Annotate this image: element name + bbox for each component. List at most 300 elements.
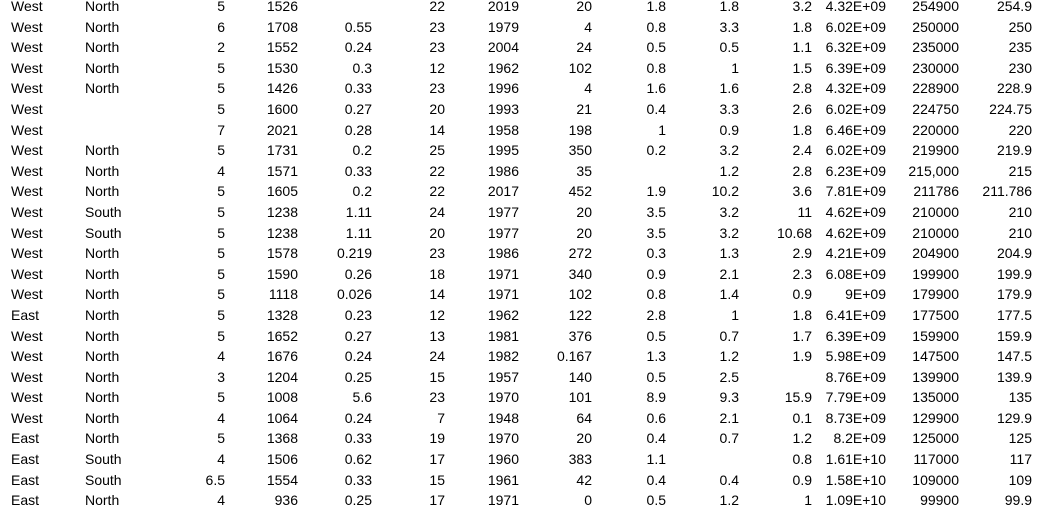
table-cell[interactable]: 109: [1008, 471, 1032, 488]
table-cell[interactable]: 4.32E+09: [825, 80, 886, 97]
table-cell[interactable]: North: [85, 80, 120, 97]
table-cell[interactable]: 3.6: [792, 183, 812, 200]
table-cell[interactable]: 1.8: [792, 306, 812, 323]
table-cell[interactable]: 0.2: [646, 142, 666, 159]
table-cell[interactable]: 1979: [487, 18, 519, 35]
table-cell[interactable]: 199900: [912, 265, 959, 282]
table-cell[interactable]: 22: [429, 183, 445, 200]
table-cell[interactable]: 5: [217, 286, 225, 303]
table-cell[interactable]: 135000: [912, 389, 959, 406]
table-cell[interactable]: 117: [1009, 451, 1032, 468]
table-cell[interactable]: East: [11, 451, 40, 468]
table-cell[interactable]: 42: [576, 471, 592, 488]
table-cell[interactable]: South: [85, 203, 122, 220]
table-cell[interactable]: 6.39E+09: [825, 59, 886, 76]
table-cell[interactable]: 6.23E+09: [825, 162, 886, 179]
table-cell[interactable]: 15.9: [784, 389, 812, 406]
table-cell[interactable]: 198: [568, 121, 592, 138]
table-cell[interactable]: 5: [217, 224, 225, 241]
table-cell[interactable]: 1961: [487, 471, 519, 488]
table-cell[interactable]: West: [11, 18, 43, 35]
table-cell[interactable]: 22: [429, 162, 445, 179]
table-cell[interactable]: 147.5: [996, 348, 1032, 365]
table-cell[interactable]: 3.2: [719, 224, 739, 241]
table-cell[interactable]: West: [11, 0, 43, 14]
table-cell[interactable]: 1.09E+10: [825, 492, 886, 509]
table-cell[interactable]: 4: [584, 80, 592, 97]
table-cell[interactable]: 12: [429, 59, 445, 76]
table-cell[interactable]: North: [85, 245, 120, 262]
table-cell[interactable]: 9.3: [719, 389, 739, 406]
table-cell[interactable]: 2004: [487, 39, 519, 56]
table-cell[interactable]: North: [85, 306, 120, 323]
table-cell[interactable]: 8.9: [646, 389, 666, 406]
table-cell[interactable]: West: [11, 409, 43, 426]
table-cell[interactable]: North: [85, 39, 120, 56]
table-cell[interactable]: North: [85, 348, 120, 365]
table-cell[interactable]: 1526: [266, 0, 298, 14]
table-cell[interactable]: West: [11, 203, 43, 220]
table-cell[interactable]: 2.8: [646, 306, 666, 323]
table-cell[interactable]: 177500: [912, 306, 959, 323]
table-cell[interactable]: West: [11, 348, 43, 365]
table-cell[interactable]: East: [11, 430, 40, 447]
table-cell[interactable]: 1.58E+10: [825, 471, 886, 488]
table-cell[interactable]: 340: [568, 265, 592, 282]
table-cell[interactable]: 4: [217, 409, 225, 426]
table-cell[interactable]: 1.6: [719, 80, 739, 97]
table-cell[interactable]: 0.26: [344, 265, 372, 282]
table-cell[interactable]: 350: [568, 142, 592, 159]
table-cell[interactable]: 0.7: [719, 430, 739, 447]
table-cell[interactable]: 129900: [912, 409, 959, 426]
table-cell[interactable]: 1971: [487, 265, 519, 282]
table-cell[interactable]: 10.2: [711, 183, 739, 200]
table-cell[interactable]: 235: [1008, 39, 1032, 56]
table-cell[interactable]: 2.1: [719, 265, 739, 282]
table-cell[interactable]: 1600: [266, 100, 298, 117]
table-cell[interactable]: 12: [429, 306, 445, 323]
table-cell[interactable]: 35: [576, 162, 592, 179]
table-cell[interactable]: North: [85, 0, 120, 14]
table-cell[interactable]: West: [11, 245, 43, 262]
table-cell[interactable]: 0.5: [646, 492, 666, 509]
table-cell[interactable]: 4: [217, 162, 225, 179]
table-cell[interactable]: 10.68: [776, 224, 812, 241]
table-cell[interactable]: 1962: [487, 59, 519, 76]
table-cell[interactable]: 1.1: [646, 451, 666, 468]
table-cell[interactable]: 1708: [266, 18, 298, 35]
table-cell[interactable]: 0.33: [344, 162, 372, 179]
table-cell[interactable]: 19: [429, 430, 445, 447]
table-cell[interactable]: 64: [576, 409, 592, 426]
table-cell[interactable]: North: [85, 368, 120, 385]
table-cell[interactable]: 219900: [912, 142, 959, 159]
table-cell[interactable]: 211786: [913, 183, 959, 200]
table-cell[interactable]: West: [11, 327, 43, 344]
table-cell[interactable]: 1731: [266, 142, 298, 159]
table-cell[interactable]: 1958: [487, 121, 519, 138]
table-cell[interactable]: 23: [429, 389, 445, 406]
table-cell[interactable]: 1506: [266, 451, 298, 468]
table-cell[interactable]: 117000: [913, 451, 959, 468]
table-cell[interactable]: 1554: [266, 471, 298, 488]
table-cell[interactable]: 129.9: [996, 409, 1032, 426]
table-cell[interactable]: 1971: [487, 492, 519, 509]
table-cell[interactable]: 0.9: [646, 265, 666, 282]
table-cell[interactable]: 1.2: [719, 492, 739, 509]
table-cell[interactable]: 0.2: [352, 183, 372, 200]
table-cell[interactable]: 1.3: [646, 348, 666, 365]
table-cell[interactable]: 2.8: [792, 162, 812, 179]
table-cell[interactable]: 1.11: [345, 224, 372, 241]
table-cell[interactable]: 8.2E+09: [833, 430, 886, 447]
table-cell[interactable]: North: [85, 492, 120, 509]
table-cell[interactable]: 1970: [487, 389, 519, 406]
table-cell[interactable]: 122: [568, 306, 592, 323]
table-cell[interactable]: 3.3: [719, 100, 739, 117]
table-cell[interactable]: West: [11, 286, 43, 303]
table-cell[interactable]: 0.25: [344, 492, 372, 509]
table-cell[interactable]: 20: [576, 430, 592, 447]
table-cell[interactable]: West: [11, 368, 43, 385]
table-cell[interactable]: 139900: [912, 368, 959, 385]
table-cell[interactable]: 0.9: [719, 121, 739, 138]
table-cell[interactable]: 2.5: [719, 368, 739, 385]
table-cell[interactable]: 1: [731, 306, 739, 323]
table-cell[interactable]: 7: [437, 409, 445, 426]
table-cell[interactable]: 1238: [266, 224, 298, 241]
table-cell[interactable]: 5.98E+09: [825, 348, 886, 365]
table-cell[interactable]: 1981: [487, 327, 519, 344]
table-cell[interactable]: North: [85, 59, 120, 76]
table-cell[interactable]: West: [11, 121, 43, 138]
table-cell[interactable]: 230000: [912, 59, 959, 76]
table-cell[interactable]: 99900: [920, 492, 959, 509]
table-cell[interactable]: 8.76E+09: [825, 368, 886, 385]
table-cell[interactable]: 7.79E+09: [825, 389, 886, 406]
table-cell[interactable]: West: [11, 39, 43, 56]
table-cell[interactable]: North: [85, 142, 120, 159]
table-cell[interactable]: 1977: [487, 224, 519, 241]
table-cell[interactable]: 3.3: [719, 18, 739, 35]
table-cell[interactable]: 135: [1008, 389, 1032, 406]
table-cell[interactable]: North: [85, 183, 120, 200]
table-cell[interactable]: 20: [576, 203, 592, 220]
table-cell[interactable]: 5: [217, 389, 225, 406]
table-cell[interactable]: 6.46E+09: [825, 121, 886, 138]
table-cell[interactable]: 139.9: [996, 368, 1032, 385]
table-cell[interactable]: [666, 449, 739, 470]
table-cell[interactable]: 1986: [487, 162, 519, 179]
table-cell[interactable]: North: [85, 327, 120, 344]
table-cell[interactable]: 199.9: [996, 265, 1032, 282]
table-cell[interactable]: 1.2: [719, 348, 739, 365]
table-cell[interactable]: 0.6: [646, 409, 666, 426]
table-cell[interactable]: 0.026: [336, 286, 372, 303]
table-cell[interactable]: 254.9: [996, 0, 1032, 14]
table-cell[interactable]: 5: [217, 183, 225, 200]
table-cell[interactable]: 1.1: [792, 39, 812, 56]
table-cell[interactable]: 0.23: [344, 306, 372, 323]
table-cell[interactable]: 228900: [912, 80, 959, 97]
table-cell[interactable]: 3.5: [646, 224, 666, 241]
table-cell[interactable]: 17: [429, 492, 445, 509]
table-cell[interactable]: 2.6: [792, 100, 812, 117]
table-cell[interactable]: 1238: [266, 203, 298, 220]
table-cell[interactable]: 0.27: [344, 100, 372, 117]
table-cell[interactable]: 8.73E+09: [825, 409, 886, 426]
table-cell[interactable]: 0.4: [646, 471, 666, 488]
table-cell[interactable]: 1.6: [646, 80, 666, 97]
table-cell[interactable]: 1.9: [646, 183, 666, 200]
table-cell[interactable]: 376: [568, 327, 592, 344]
table-cell[interactable]: 1996: [487, 80, 519, 97]
table-cell[interactable]: [739, 367, 812, 388]
table-cell[interactable]: 3.2: [792, 0, 812, 14]
table-cell[interactable]: 159.9: [996, 327, 1032, 344]
table-cell[interactable]: 1.8: [792, 121, 812, 138]
table-cell[interactable]: 1590: [266, 265, 298, 282]
table-cell[interactable]: 215: [1008, 162, 1032, 179]
table-cell[interactable]: 250: [1008, 18, 1032, 35]
table-cell[interactable]: 0: [584, 492, 592, 509]
table-cell[interactable]: West: [11, 162, 43, 179]
table-cell[interactable]: 1995: [487, 142, 519, 159]
table-cell[interactable]: 6.41E+09: [825, 306, 886, 323]
table-cell[interactable]: 219.9: [996, 142, 1032, 159]
table-cell[interactable]: 1.8: [792, 18, 812, 35]
table-cell[interactable]: 5.6: [352, 389, 372, 406]
table-cell[interactable]: 0.7: [719, 327, 739, 344]
table-cell[interactable]: 23: [429, 245, 445, 262]
table-cell[interactable]: 0.4: [719, 471, 739, 488]
table-cell[interactable]: 0.8: [646, 18, 666, 35]
table-cell[interactable]: 0.28: [344, 121, 372, 138]
table-cell[interactable]: 1064: [266, 409, 298, 426]
table-cell[interactable]: 23: [429, 18, 445, 35]
table-cell[interactable]: 0.8: [646, 59, 666, 76]
table-cell[interactable]: South: [85, 224, 122, 241]
table-cell[interactable]: 1970: [487, 430, 519, 447]
table-cell[interactable]: 1977: [487, 203, 519, 220]
table-cell[interactable]: West: [11, 224, 43, 241]
table-cell[interactable]: 20: [576, 224, 592, 241]
table-cell[interactable]: South: [85, 451, 122, 468]
table-cell[interactable]: 0.3: [646, 245, 666, 262]
table-cell[interactable]: 15: [429, 471, 445, 488]
table-cell[interactable]: 228.9: [996, 80, 1032, 97]
table-cell[interactable]: 1962: [487, 306, 519, 323]
table-cell[interactable]: 102: [568, 59, 592, 76]
table-cell[interactable]: 1368: [266, 430, 298, 447]
table-cell[interactable]: East: [11, 492, 40, 509]
table-cell[interactable]: 0.8: [792, 451, 812, 468]
table-cell[interactable]: West: [11, 80, 43, 97]
table-cell[interactable]: 1982: [487, 348, 519, 365]
table-cell[interactable]: 0.62: [344, 451, 372, 468]
table-cell[interactable]: 4.21E+09: [825, 245, 886, 262]
table-cell[interactable]: 1552: [266, 39, 298, 56]
table-cell[interactable]: West: [11, 265, 43, 282]
table-cell[interactable]: 1204: [266, 368, 298, 385]
table-cell[interactable]: 6.08E+09: [825, 265, 886, 282]
table-cell[interactable]: 5: [217, 327, 225, 344]
table-cell[interactable]: North: [85, 286, 120, 303]
table-cell[interactable]: 3.5: [646, 203, 666, 220]
table-cell[interactable]: 4: [584, 18, 592, 35]
table-cell[interactable]: 24: [429, 203, 445, 220]
table-cell[interactable]: 1.8: [646, 0, 666, 14]
table-cell[interactable]: North: [85, 265, 120, 282]
table-cell[interactable]: 1957: [487, 368, 519, 385]
table-cell[interactable]: 0.27: [344, 327, 372, 344]
table-cell[interactable]: 1605: [266, 183, 298, 200]
table-cell[interactable]: 4.32E+09: [825, 0, 886, 14]
table-cell[interactable]: West: [11, 142, 43, 159]
table-cell[interactable]: 1: [658, 121, 666, 138]
table-cell[interactable]: 102: [568, 286, 592, 303]
table-cell[interactable]: East: [11, 306, 40, 323]
table-cell[interactable]: 0.9: [792, 471, 812, 488]
table-cell[interactable]: 0.4: [646, 430, 666, 447]
table-cell[interactable]: 215,000: [908, 162, 959, 179]
table-cell[interactable]: North: [85, 409, 120, 426]
table-cell[interactable]: 3.2: [719, 203, 739, 220]
table-cell[interactable]: 272: [568, 245, 592, 262]
table-cell[interactable]: 5: [217, 430, 225, 447]
table-cell[interactable]: 5: [217, 245, 225, 262]
table-cell[interactable]: 109000: [912, 471, 959, 488]
table-cell[interactable]: 1426: [266, 80, 298, 97]
table-cell[interactable]: 220: [1008, 121, 1032, 138]
table-cell[interactable]: 254900: [912, 0, 959, 14]
table-cell[interactable]: 99.9: [1004, 492, 1032, 509]
table-cell[interactable]: 0.5: [646, 368, 666, 385]
table-cell[interactable]: [298, 0, 372, 17]
table-cell[interactable]: North: [85, 162, 120, 179]
table-cell[interactable]: 1986: [487, 245, 519, 262]
table-cell[interactable]: 3.2: [719, 142, 739, 159]
table-cell[interactable]: 23: [429, 39, 445, 56]
table-cell[interactable]: 452: [568, 183, 592, 200]
table-cell[interactable]: 1578: [266, 245, 298, 262]
table-cell[interactable]: 1: [804, 492, 812, 509]
table-cell[interactable]: 1.5: [792, 59, 812, 76]
table-cell[interactable]: 1118: [268, 286, 298, 303]
table-cell[interactable]: 7.81E+09: [825, 183, 886, 200]
table-cell[interactable]: 22: [429, 0, 445, 14]
table-cell[interactable]: 20: [429, 224, 445, 241]
table-cell[interactable]: 0.2: [352, 142, 372, 159]
table-cell[interactable]: 2.8: [792, 80, 812, 97]
table-cell[interactable]: 20: [429, 100, 445, 117]
table-cell[interactable]: 5: [217, 142, 225, 159]
table-cell[interactable]: West: [11, 100, 43, 117]
table-cell[interactable]: 0.24: [344, 409, 372, 426]
table-cell[interactable]: 6.02E+09: [825, 18, 886, 35]
table-cell[interactable]: West: [11, 389, 43, 406]
table-cell[interactable]: 1.2: [719, 162, 739, 179]
table-cell[interactable]: 1.7: [792, 327, 812, 344]
table-cell[interactable]: 20: [576, 0, 592, 14]
table-cell[interactable]: 1.9: [792, 348, 812, 365]
table-cell[interactable]: 1: [731, 59, 739, 76]
table-cell[interactable]: 383: [568, 451, 592, 468]
table-cell[interactable]: 7: [217, 121, 225, 138]
table-cell[interactable]: 0.33: [344, 430, 372, 447]
table-cell[interactable]: 15: [429, 368, 445, 385]
table-cell[interactable]: 179.9: [996, 286, 1032, 303]
table-cell[interactable]: 6.39E+09: [825, 327, 886, 344]
table-cell[interactable]: 1.11: [345, 203, 372, 220]
table-cell[interactable]: 0.4: [646, 100, 666, 117]
table-cell[interactable]: 2.1: [719, 409, 739, 426]
table-cell[interactable]: 21: [576, 100, 592, 117]
table-cell[interactable]: [592, 161, 666, 182]
table-cell[interactable]: 0.5: [646, 39, 666, 56]
table-cell[interactable]: 6.02E+09: [825, 142, 886, 159]
table-cell[interactable]: 11: [797, 203, 812, 220]
table-cell[interactable]: 6.32E+09: [825, 39, 886, 56]
table-cell[interactable]: 177.5: [996, 306, 1032, 323]
table-cell[interactable]: 125: [1008, 430, 1032, 447]
table-cell[interactable]: 14: [429, 286, 445, 303]
table-cell[interactable]: 0.33: [344, 80, 372, 97]
table-cell[interactable]: North: [85, 18, 120, 35]
table-cell[interactable]: 0.24: [344, 39, 372, 56]
table-cell[interactable]: 1960: [487, 451, 519, 468]
table-cell[interactable]: 5: [217, 80, 225, 97]
table-cell[interactable]: East: [11, 471, 40, 488]
table-cell[interactable]: 4: [217, 348, 225, 365]
table-cell[interactable]: 1652: [266, 327, 298, 344]
table-cell[interactable]: 0.219: [336, 245, 372, 262]
table-cell[interactable]: 2017: [487, 183, 519, 200]
table-cell[interactable]: 140: [568, 368, 592, 385]
table-cell[interactable]: West: [11, 59, 43, 76]
table-cell[interactable]: 224.75: [989, 100, 1032, 117]
table-cell[interactable]: 6.02E+09: [825, 100, 886, 117]
table-cell[interactable]: 24: [429, 348, 445, 365]
table-cell[interactable]: 101: [568, 389, 592, 406]
table-cell[interactable]: 18: [429, 265, 445, 282]
table-cell[interactable]: 0.3: [352, 59, 372, 76]
table-cell[interactable]: 936: [274, 492, 298, 509]
table-cell[interactable]: 4.62E+09: [825, 224, 886, 241]
table-cell[interactable]: South: [85, 471, 122, 488]
table-cell[interactable]: 6.5: [205, 471, 225, 488]
table-cell[interactable]: 210000: [912, 224, 959, 241]
table-cell[interactable]: 0.55: [344, 18, 372, 35]
table-cell[interactable]: 25: [429, 142, 445, 159]
table-cell[interactable]: 2.3: [792, 265, 812, 282]
table-cell[interactable]: 1328: [266, 306, 298, 323]
table-cell[interactable]: 3: [217, 368, 225, 385]
table-cell[interactable]: 0.8: [646, 286, 666, 303]
table-cell[interactable]: 204900: [912, 245, 959, 262]
table-cell[interactable]: 0.9: [792, 286, 812, 303]
table-cell[interactable]: 5: [217, 306, 225, 323]
table-cell[interactable]: 5: [217, 265, 225, 282]
table-cell[interactable]: 9E+09: [845, 286, 886, 303]
table-cell[interactable]: 1676: [266, 348, 298, 365]
table-cell[interactable]: 1948: [487, 409, 519, 426]
table-cell[interactable]: 125000: [912, 430, 959, 447]
table-cell[interactable]: 17: [429, 451, 445, 468]
table-cell[interactable]: 147500: [912, 348, 959, 365]
table-cell[interactable]: 1008: [266, 389, 298, 406]
